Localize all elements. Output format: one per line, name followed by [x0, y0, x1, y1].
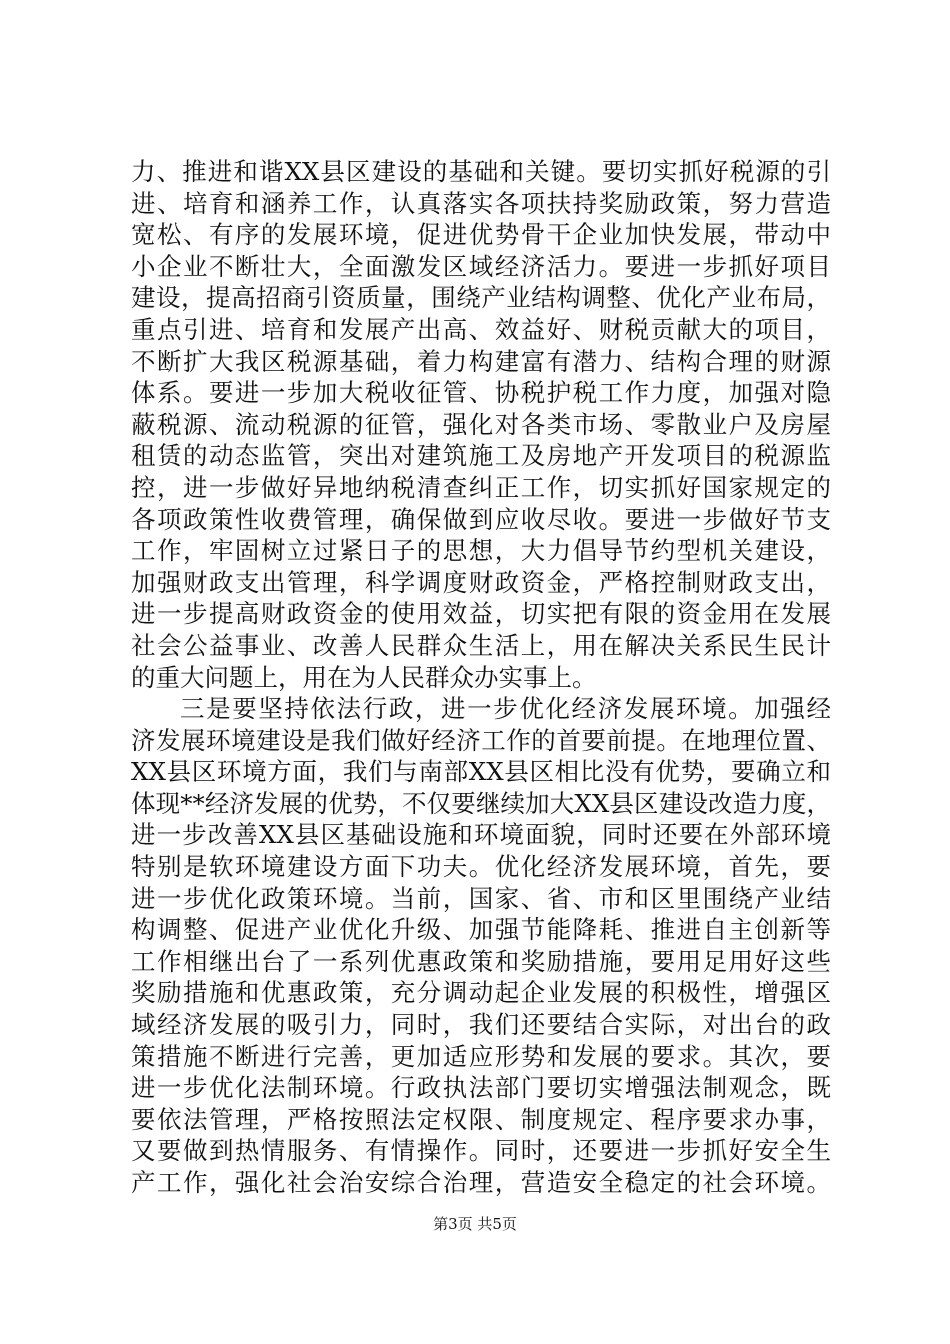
text-line: 宽松、有序的发展环境，促进优势骨干企业加快发展，带动中	[131, 220, 831, 250]
text-line: 进一步优化政策环境。当前，国家、省、市和区里围绕产业结	[131, 883, 831, 913]
body-text	[131, 156, 831, 1199]
text-line: 体系。要进一步加大税收征管、协税护税工作力度，加强对隐	[131, 378, 831, 408]
text-line: 工作相继出台了一系列优惠政策和奖励措施，要用足用好这些	[131, 946, 831, 976]
text-line: 进一步优化法制环境。行政执法部门要切实增强法制观念，既	[131, 1073, 831, 1103]
text-line: 又要做到热情服务、有情操作。同时，还要进一步抓好安全生	[131, 1136, 831, 1166]
text-line: 三是要坚持依法行政，进一步优化经济发展环境。加强经	[180, 694, 831, 724]
text-line: 奖励措施和优惠政策，充分调动起企业发展的积极性，增强区	[131, 978, 831, 1008]
text-line: 控，进一步做好异地纳税清查纠正工作，切实抓好国家规定的	[131, 472, 831, 502]
text-line: 产工作，强化社会治安综合治理，营造安全稳定的社会环境。	[131, 1168, 831, 1197]
text-line: 租赁的动态监管，突出对建筑施工及房地产开发项目的税源监	[131, 441, 831, 471]
text-line: 进一步提高财政资金的使用效益，切实把有限的资金用在发展	[131, 599, 831, 629]
text-line: 加强财政支出管理，科学调度财政资金，严格控制财政支出，	[131, 567, 831, 597]
page-number-footer: 第3页 共5页	[433, 1215, 517, 1233]
text-line: 重点引进、培育和发展产出高、效益好、财税贡献大的项目，	[131, 314, 831, 344]
text-line: 不断扩大我区税源基础，着力构建富有潜力、结构合理的财源	[131, 346, 831, 376]
text-line: 策措施不断进行完善，更加适应形势和发展的要求。其次，要	[131, 1041, 831, 1071]
text-line: 力、推进和谐XX县区建设的基础和关键。要切实抓好税源的引	[131, 157, 831, 186]
text-line: XX县区环境方面，我们与南部XX县区相比没有优势，要确立和	[131, 757, 831, 787]
text-line: 各项政策性收费管理，确保做到应收尽收。要进一步做好节支	[131, 504, 831, 534]
text-line: 社会公益事业、改善人民群众生活上，用在解决关系民生民计	[131, 630, 831, 660]
text-line: 进一步改善XX县区基础设施和环境面貌，同时还要在外部环境	[131, 820, 831, 850]
text-line: 特别是软环境建设方面下功夫。优化经济发展环境，首先，要	[131, 852, 831, 882]
text-line: 济发展环境建设是我们做好经济工作的首要前提。在地理位置、	[131, 725, 831, 755]
text-line: 工作，牢固树立过紧日子的思想，大力倡导节约型机关建设，	[131, 536, 831, 566]
text-line: 体现**经济发展的优势，不仅要继续加大XX县区建设改造力度，	[131, 788, 831, 818]
text-line: 小企业不断壮大，全面激发区域经济活力。要进一步抓好项目	[131, 251, 831, 281]
text-line: 进、培育和涵养工作，认真落实各项扶持奖励政策，努力营造	[131, 188, 831, 218]
text-line: 要依法管理，严格按照法定权限、制度规定、程序要求办事，	[131, 1104, 831, 1134]
text-line: 域经济发展的吸引力，同时，我们还要结合实际，对出台的政	[131, 1010, 831, 1040]
text-line: 的重大问题上，用在为人民群众办实事上。	[131, 662, 597, 692]
text-line: 构调整、促进产业优化升级、加强节能降耗、推进自主创新等	[131, 915, 831, 945]
text-line: 建设，提高招商引资质量，围绕产业结构调整、优化产业布局，	[131, 283, 831, 313]
text-line: 蔽税源、流动税源的征管，强化对各类市场、零散业户及房屋	[131, 409, 831, 439]
